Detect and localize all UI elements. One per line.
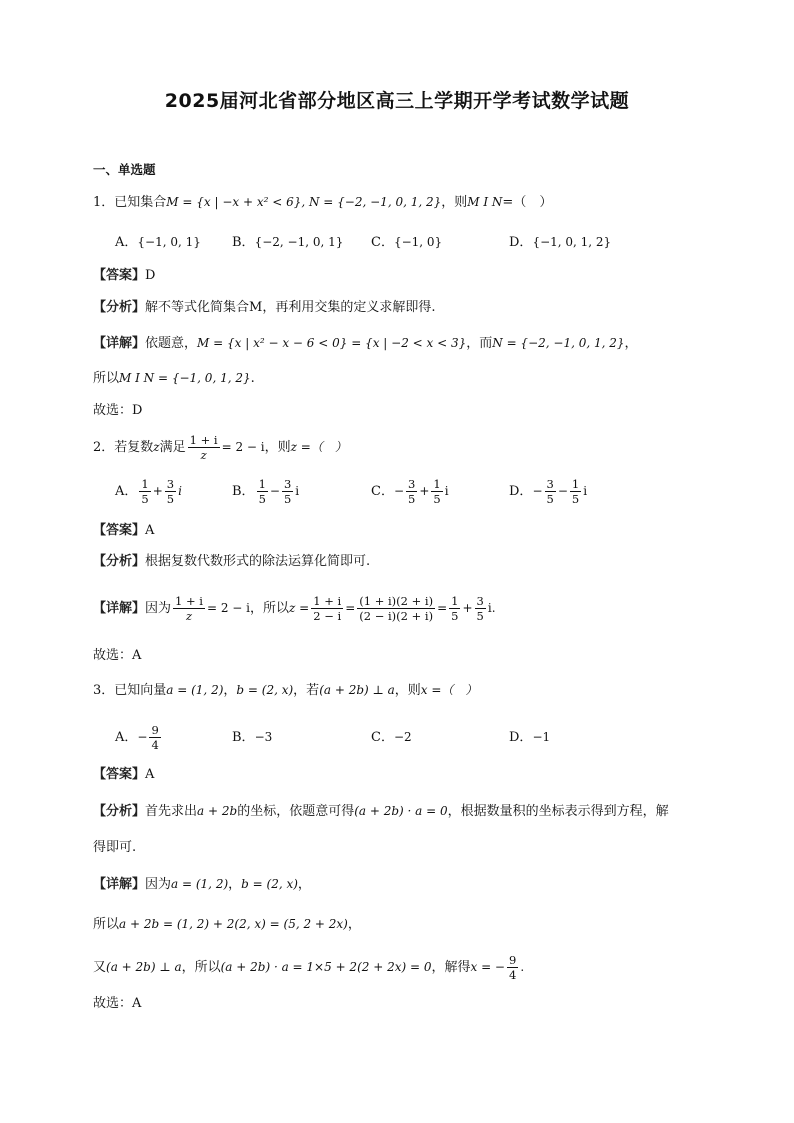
question-2-option-a: A． $\frac{1}{5}$ + $\frac{3}{5}$ i [115, 477, 182, 506]
question-1-prefix: 1．已知集合 [93, 195, 167, 210]
question-3-option-a: A．− $\frac{9}{4}$ [115, 723, 159, 752]
question-1-option-d: D．{−1, 0, 1, 2} [509, 235, 612, 250]
question-1-option-a: A．{−1, 0, 1} [115, 235, 201, 250]
question-3-option-d: D．−1 [509, 730, 551, 745]
question-3-detail-line2: 所以a + 2b = (1, 2) + 2(2, x) = (5, 2 + 2x)， [93, 917, 361, 932]
question-3-detail-line3: 又(a + 2b) ⊥ a，所以(a + 2b) · a = 1×5 + 2(2 + 2x) = 0，解得x = − $\frac{9}{4}$ . [93, 953, 525, 982]
question-1-option-c: C．{−1, 0} [371, 235, 443, 250]
question-2-final: 故选：A [93, 648, 142, 663]
section-heading: 一、单选题 [93, 162, 156, 177]
question-3-option-b: B．−3 [232, 730, 273, 745]
question-1-stem [93, 192, 552, 213]
question-3-option-c: C．−2 [371, 730, 412, 745]
question-2-answer: 【答案】A [93, 523, 155, 538]
question-2-fraction: $\frac{1 + i}{z}$ [189, 433, 218, 462]
question-1-detail: 【详解】依题意，M = {x | x² − x − 6 < 0} = {x | −2 < x < 3}，而N = {−2, −1, 0, 1, 2}， [93, 336, 638, 351]
question-1-final: 故选：D [93, 403, 143, 418]
question-2-analysis: 【分析】根据复数代数形式的除法运算化简即可. [93, 554, 371, 569]
question-3-detail: 【详解】因为a = (1, 2)，b = (2, x)， [93, 877, 311, 892]
question-1-tail: =（ ） [502, 195, 553, 210]
question-2-stem: 2．若复数z满足 $\frac{1 + i}{z}$ = 2 − i，则z =（ ） [93, 433, 347, 462]
question-2-detail: 【详解】因为 $\frac{1 + i}{z}$ = 2 − i，所以z = $\frac{1 + i}{2 - i}$ = $\frac{(1 + i)(2 + i)}{(2 - i)(2 + i)}$ = $\frac{1}{5}$ + $\frac{3}{5}$ i. [93, 594, 496, 623]
question-3-answer: 【答案】A [93, 767, 155, 782]
question-1-detail-line2: 所以M Ι N = {−1, 0, 1, 2}. [93, 371, 255, 386]
question-3-final: 故选：A [93, 996, 142, 1011]
question-3-analysis: 【分析】首先求出a + 2b的坐标，依题意可得(a + 2b) · a = 0，根据数量积的坐标表示得到方程，解 [93, 804, 669, 819]
question-1-analysis: 【分析】解不等式化简集合M，再利用交集的定义求解即得. [93, 300, 436, 315]
question-3-stem: 3．已知向量a = (1, 2)，b = (2, x)，若(a + 2b) ⊥ a，则x =（ ） [93, 683, 478, 698]
question-1-sets: M = {x | −x + x² < 6}, N = {−2, −1, 0, 1, 2} [166, 195, 442, 209]
question-1-option-b: B．{−2, −1, 0, 1} [232, 235, 344, 250]
question-1-ask: ，则 [441, 195, 468, 210]
question-2-option-b: B． $\frac{1}{5}$ − $\frac{3}{5}$ i [232, 477, 300, 506]
question-1-answer: 【答案】D [93, 268, 156, 283]
page-title: 2025届河北省部分地区高三上学期开学考试数学试题 [164, 90, 630, 112]
question-1-intersection: M Ι N [467, 195, 503, 209]
question-3-analysis-line2: 得即可. [93, 840, 137, 855]
question-2-option-d: D．− $\frac{3}{5}$ − $\frac{1}{5}$ i [509, 477, 588, 506]
question-2-option-c: C．− $\frac{3}{5}$ + $\frac{1}{5}$ i [371, 477, 449, 506]
